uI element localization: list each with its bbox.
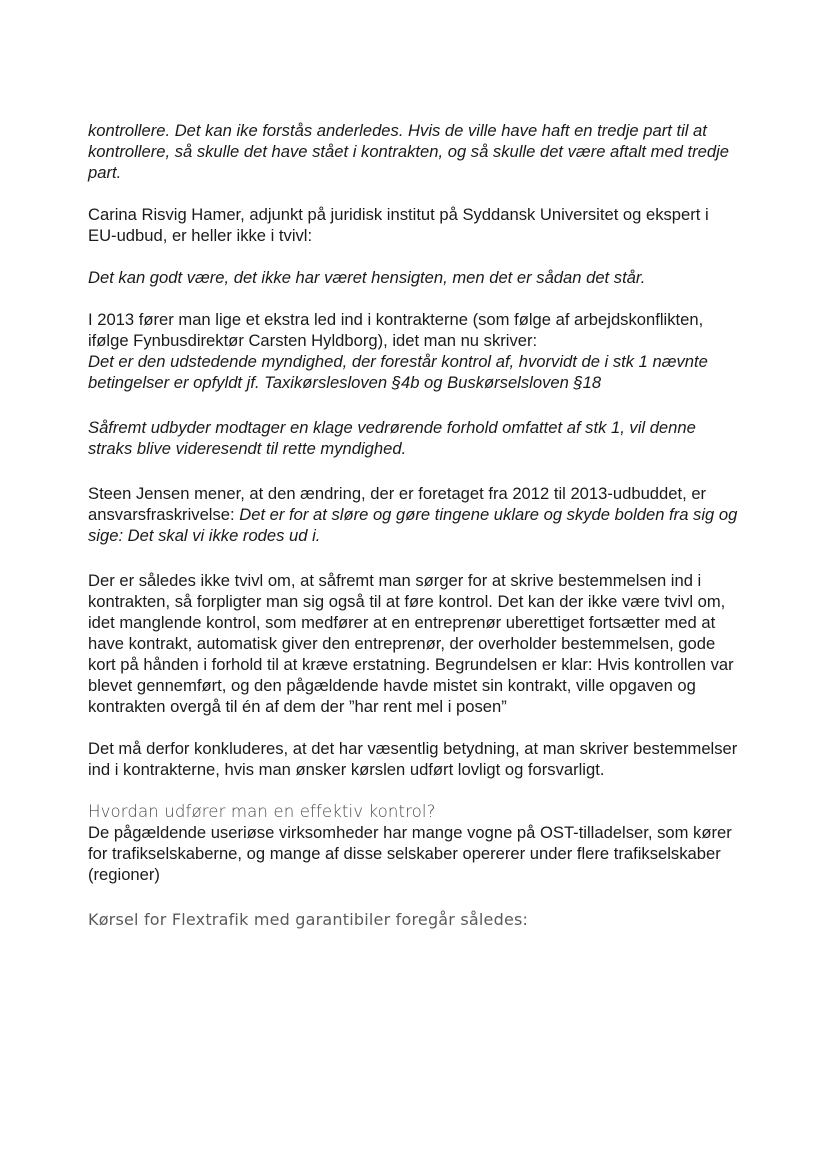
steen-jensen-lead: Steen Jensen mener, at den ændring, der er foretaget fra 2012 til 2013-udbuddet, er ansvarsfraskrivelse: — [88, 484, 707, 524]
document-page — [88, 120, 738, 930]
section-heading-effektiv-kontrol: Hvordan udfører man en effektiv kontrol? — [88, 802, 436, 821]
paragraph-2013-contract: I 2013 fører man lige et ekstra led ind i kontrakterne (som følge af arbejdskonflikten, ifølge Fynbusdirektør Carsten Hyldborg), idet man nu skriver: — [88, 310, 704, 350]
quote-paragraph-hensigten: Det kan godt være, det ikke har været hensigten, men det er sådan det står. — [88, 268, 646, 287]
paragraph-carina-hamer: Carina Risvig Hamer, adjunkt på juridisk institut på Syddansk Universitet og ekspert i EU-udbud, er heller ikke i tvivl: — [88, 205, 709, 245]
quote-paragraph-myndighed: Det er den udstedende myndighed, der forestår kontrol af, hvorvidt de i stk 1 nævnte betingelser er opfyldt jf. Taxikørslesloven §4b og Buskørselsloven §18 — [88, 352, 708, 392]
quote-paragraph-klage: Såfremt udbyder modtager en klage vedrørende forhold omfattet af stk 1, vil denne straks blive videresendt til rette myndighed. — [88, 418, 696, 458]
paragraph-conclusion: Det må derfor konkluderes, at det har væsentlig betydning, at man skriver bestemmelser ind i kontrakterne, hvis man ønsker kørslen udført lovligt og forsvarligt. — [88, 739, 738, 779]
section-heading-flextrafik: Kørsel for Flextrafik med garantibiler foregår således: — [88, 910, 529, 929]
quote-paragraph-kontrollere: kontrollere. Det kan ike forstås anderledes. Hvis de ville have haft en tredje part til at kontrollere, så skulle det have stået i kontrakten, og så skulle det være aftalt med tredje part. — [88, 121, 730, 182]
paragraph-kontrol-argument: Der er således ikke tvivl om, at såfremt man sørger for at skrive bestemmelsen ind i kontrakten, så forpligter man sig også til at føre kontrol. Det kan der ikke være tvivl om, idet manglende kontrol, som medfører at en entreprenør uberettiget fortsætter med at have kontrakt, automatisk giver den entreprenør, der overholder bestemmelsen, gode kort på hånden i forhold til at kræve erstatning. Begrundelsen er klar: Hvis kontrollen var blevet gennemført, og den pågældende havde mistet sin kontrakt, ville opgaven og kontrakten overgå til én af dem der ”har rent mel i posen” — [88, 571, 734, 716]
paragraph-steen-jensen — [88, 483, 738, 546]
steen-jensen-quote: Det er for at sløre og gøre tingene uklare og skyde bolden fra sig og sige: Det skal vi ikke rodes ud i. — [88, 505, 738, 545]
paragraph-useriose-virksomheder: De pågældende useriøse virksomheder har mange vogne på OST-tilladelser, som kører for trafikselskaberne, og mange af disse selskaber opererer under flere trafikselskaber (regioner) — [88, 823, 732, 884]
